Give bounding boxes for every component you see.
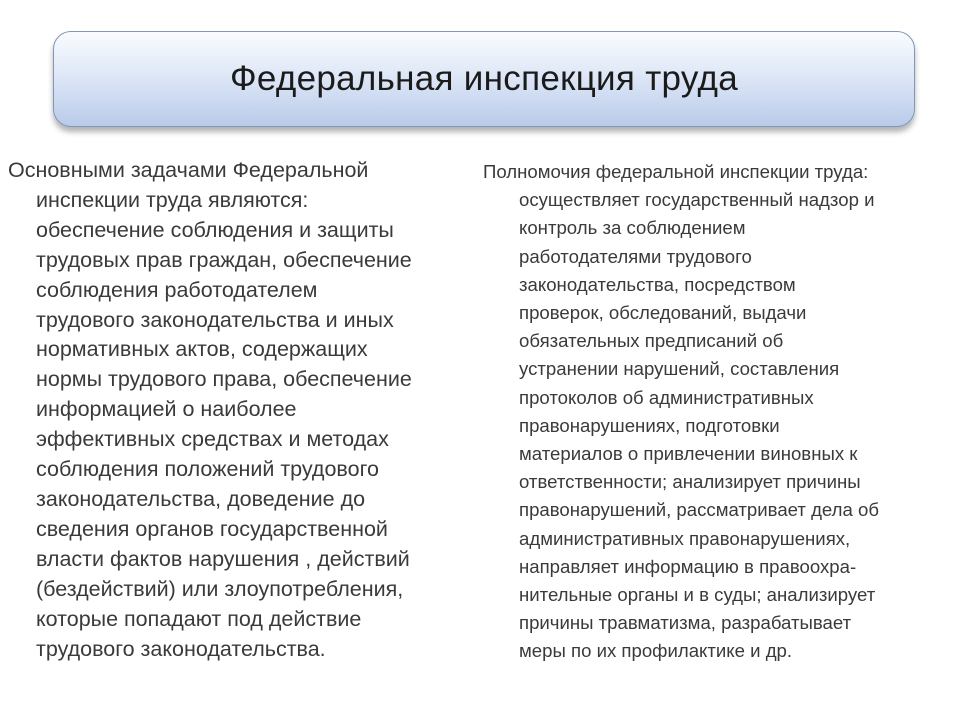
slide-title: Федеральная инспекция труда xyxy=(229,59,739,98)
powers-line: материалов о привлечении виновных к xyxy=(519,443,858,465)
tasks-body xyxy=(8,186,461,665)
tasks-line: (бездействий) или злоупотребления, xyxy=(36,576,404,601)
tasks-line: которые попадают под действие xyxy=(36,606,362,631)
tasks-line: информацией о наиболее xyxy=(36,397,297,422)
powers-line: контроль за соблюдением xyxy=(519,217,746,239)
tasks-line: власти фактов нарушения , действий xyxy=(36,546,410,571)
powers-line: обязательных предписаний об xyxy=(519,330,784,352)
powers-line: осуществляет государственный надзор и xyxy=(519,189,875,211)
tasks-line: законодательства, доведение до xyxy=(36,486,366,511)
tasks-line: трудового законодательства. xyxy=(36,636,326,661)
tasks-line: эффективных средствах и методах xyxy=(36,427,389,452)
tasks-line: нормы трудового права, обеспечение xyxy=(36,367,412,392)
powers-line: законодательства, посредством xyxy=(519,273,796,295)
powers-line: правонарушений, рассматривает дела об xyxy=(519,499,879,521)
tasks-line: сведения органов государственной xyxy=(36,516,388,541)
powers-line: устранении нарушений, составления xyxy=(519,358,840,380)
powers-line: причины травматизма, разрабатывает xyxy=(519,612,852,634)
tasks-line: трудового законодательства и иных xyxy=(36,307,394,332)
tasks-line: соблюдения работодателем xyxy=(36,277,318,302)
powers-line: направляет информацию в правоохра- xyxy=(519,555,857,577)
tasks-line: нормативных актов, содержащих xyxy=(36,337,368,362)
tasks-line: инспекции труда являются: xyxy=(36,187,309,212)
powers-line: работодателями трудового xyxy=(519,245,752,267)
tasks-line: соблюдения положений трудового xyxy=(36,457,379,482)
powers-column xyxy=(483,158,951,666)
powers-line: ответственности; анализирует причины xyxy=(519,471,861,493)
powers-lead: Полномочия федеральной инспекции труда: xyxy=(483,161,869,182)
powers-line: проверок, обследований, выдачи xyxy=(519,302,807,324)
powers-line: нительные органы и в суды; анализирует xyxy=(519,584,876,606)
tasks-line: обеспечение соблюдения и защиты xyxy=(36,217,394,242)
powers-body xyxy=(483,186,949,665)
tasks-line: трудовых прав граждан, обеспечение xyxy=(36,247,412,272)
title-banner xyxy=(53,31,915,127)
tasks-column xyxy=(8,156,468,664)
powers-line: меры по их профилактике и др. xyxy=(519,640,793,662)
tasks-lead: Основными задачами Федеральной xyxy=(8,158,369,182)
powers-line: административных правонарушениях, xyxy=(519,527,851,549)
powers-line: протоколов об административных xyxy=(519,386,814,408)
powers-line: правонарушениях, подготовки xyxy=(519,414,780,436)
